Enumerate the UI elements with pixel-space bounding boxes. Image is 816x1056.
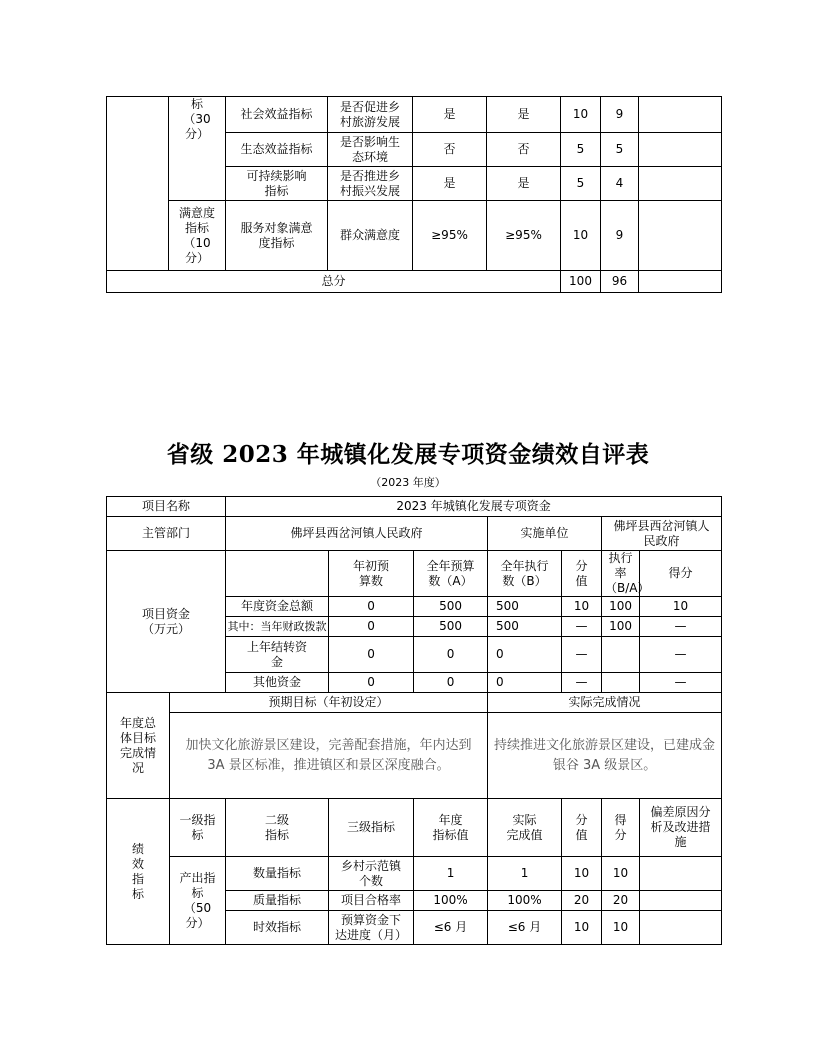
funds-row-executed: 0 bbox=[488, 637, 562, 673]
perf-target-cell: 100% bbox=[414, 891, 488, 911]
funds-header-executed: 全年执行 数（B） bbox=[488, 551, 562, 597]
funds-row-score: — bbox=[640, 617, 722, 637]
indicator3-cell: 群众满意度 bbox=[328, 201, 413, 271]
perf-header-score: 得 分 bbox=[602, 799, 640, 857]
funds-row-executed: 500 bbox=[488, 617, 562, 637]
perf-actual-cell: 1 bbox=[488, 857, 562, 891]
perf-header-reason: 偏差原因分 析及改进措 施 bbox=[640, 799, 722, 857]
output-category-label: 产出指 标 （50 分） bbox=[170, 857, 226, 945]
satisfaction-category-label: 满意度 指标 （10 分） bbox=[169, 201, 226, 271]
perf-header-level3: 三级指标 bbox=[329, 799, 414, 857]
score-cell: 5 bbox=[601, 133, 639, 167]
dept-label: 主管部门 bbox=[107, 517, 226, 551]
perf-level3-cell: 项目合格率 bbox=[329, 891, 414, 911]
perf-level3-cell: 预算资金下 达进度（月） bbox=[329, 911, 414, 945]
funds-row-executed: 0 bbox=[488, 673, 562, 693]
indicator2-cell: 社会效益指标 bbox=[226, 97, 328, 133]
funds-label: 项目资金 （万元） bbox=[107, 551, 226, 693]
weight-cell: 5 bbox=[561, 167, 601, 201]
perf-level2-cell: 时效指标 bbox=[226, 911, 329, 945]
total-reason-cell bbox=[639, 271, 722, 293]
perf-weight-cell: 10 bbox=[562, 857, 602, 891]
weight-cell: 10 bbox=[561, 97, 601, 133]
perf-reason-cell bbox=[640, 857, 722, 891]
perf-weight-cell: 10 bbox=[562, 911, 602, 945]
funds-row-initial: 0 bbox=[329, 617, 414, 637]
actual-cell: 是 bbox=[487, 167, 561, 201]
target-cell: ≥95% bbox=[413, 201, 487, 271]
reason-cell bbox=[639, 167, 722, 201]
funds-row-name: 上年结转资 金 bbox=[226, 637, 329, 673]
perf-reason-cell bbox=[640, 911, 722, 945]
perf-score-cell: 10 bbox=[602, 857, 640, 891]
funds-row-executed: 500 bbox=[488, 597, 562, 617]
expected-goal-header: 预期目标（年初设定） bbox=[170, 693, 488, 713]
perf-header-level2: 二级 指标 bbox=[226, 799, 329, 857]
top-indicator-table bbox=[106, 96, 722, 293]
perf-actual-cell: ≤6 月 bbox=[488, 911, 562, 945]
funds-header-blank bbox=[226, 551, 329, 597]
funds-row-rate bbox=[602, 673, 640, 693]
perf-header-level1: 一级指 标 bbox=[170, 799, 226, 857]
indicator3-cell: 是否影响生 态环境 bbox=[328, 133, 413, 167]
perf-header-weight: 分 值 bbox=[562, 799, 602, 857]
dept-value: 佛坪县西岔河镇人民政府 bbox=[226, 517, 488, 551]
funds-row-initial: 0 bbox=[329, 673, 414, 693]
perf-score-cell: 20 bbox=[602, 891, 640, 911]
main-self-evaluation-table bbox=[106, 496, 722, 945]
indicator2-cell: 可持续影响 指标 bbox=[226, 167, 328, 201]
perf-actual-cell: 100% bbox=[488, 891, 562, 911]
perf-score-cell: 10 bbox=[602, 911, 640, 945]
performance-label: 绩 效 指 标 bbox=[107, 799, 170, 945]
score-cell: 9 bbox=[601, 201, 639, 271]
funds-row-initial: 0 bbox=[329, 637, 414, 673]
perf-header-target: 年度 指标值 bbox=[414, 799, 488, 857]
blank-category-cell bbox=[107, 97, 169, 271]
weight-cell: 5 bbox=[561, 133, 601, 167]
funds-row-weight: — bbox=[562, 673, 602, 693]
funds-row-name: 年度资金总额 bbox=[226, 597, 329, 617]
expected-goal-text: 加快文化旅游景区建设，完善配套措施，年内达到 3A 景区标准，推进镇区和景区深度融合。 bbox=[170, 713, 488, 799]
perf-weight-cell: 20 bbox=[562, 891, 602, 911]
actual-cell: 是 bbox=[487, 97, 561, 133]
funds-row-annual: 0 bbox=[414, 637, 488, 673]
reason-cell bbox=[639, 97, 722, 133]
funds-row-score: — bbox=[640, 637, 722, 673]
total-weight: 100 bbox=[561, 271, 601, 293]
actual-goal-header: 实际完成情况 bbox=[488, 693, 722, 713]
target-cell: 是 bbox=[413, 97, 487, 133]
reason-cell bbox=[639, 133, 722, 167]
funds-header-annual: 全年预算 数（A） bbox=[414, 551, 488, 597]
funds-row-initial: 0 bbox=[329, 597, 414, 617]
funds-row-weight: 10 bbox=[562, 597, 602, 617]
indicator3-cell: 是否促进乡 村旅游发展 bbox=[328, 97, 413, 133]
funds-row-rate bbox=[602, 637, 640, 673]
perf-reason-cell bbox=[640, 891, 722, 911]
total-label: 总分 bbox=[107, 271, 561, 293]
perf-target-cell: 1 bbox=[414, 857, 488, 891]
benefit-category-label: 标 （30 分） bbox=[169, 97, 226, 201]
funds-row-name: 其中：当年财政拨款 bbox=[226, 617, 329, 637]
funds-row-score: 10 bbox=[640, 597, 722, 617]
funds-row-rate: 100 bbox=[602, 617, 640, 637]
actual-goal-text: 持续推进文化旅游景区建设，已建成金银谷 3A 级景区。 bbox=[488, 713, 722, 799]
indicator2-cell: 服务对象满意 度指标 bbox=[226, 201, 328, 271]
total-score: 96 bbox=[601, 271, 639, 293]
target-cell: 是 bbox=[413, 167, 487, 201]
funds-row-weight: — bbox=[562, 637, 602, 673]
target-cell: 否 bbox=[413, 133, 487, 167]
impl-label: 实施单位 bbox=[488, 517, 602, 551]
funds-header-initial: 年初预 算数 bbox=[329, 551, 414, 597]
perf-target-cell: ≤6 月 bbox=[414, 911, 488, 945]
funds-row-score: — bbox=[640, 673, 722, 693]
funds-row-weight: — bbox=[562, 617, 602, 637]
funds-row-annual: 500 bbox=[414, 617, 488, 637]
funds-header-rate: 执行率 （B/A） bbox=[602, 551, 640, 597]
project-name-value: 2023 年城镇化发展专项资金 bbox=[226, 497, 722, 517]
reason-cell bbox=[639, 201, 722, 271]
funds-row-rate: 100 bbox=[602, 597, 640, 617]
indicator3-cell: 是否推进乡 村振兴发展 bbox=[328, 167, 413, 201]
funds-row-annual: 500 bbox=[414, 597, 488, 617]
score-cell: 4 bbox=[601, 167, 639, 201]
score-cell: 9 bbox=[601, 97, 639, 133]
perf-level2-cell: 质量指标 bbox=[226, 891, 329, 911]
actual-cell: ≥95% bbox=[487, 201, 561, 271]
funds-header-score: 得分 bbox=[640, 551, 722, 597]
page-subtitle: （2023 年度） bbox=[370, 476, 446, 489]
actual-cell: 否 bbox=[487, 133, 561, 167]
page-title: 省级 2023 年城镇化发展专项资金绩效自评表 bbox=[166, 441, 650, 468]
funds-row-annual: 0 bbox=[414, 673, 488, 693]
indicator2-cell: 生态效益指标 bbox=[226, 133, 328, 167]
impl-value: 佛坪县西岔河镇人 民政府 bbox=[602, 517, 722, 551]
perf-header-actual: 实际 完成值 bbox=[488, 799, 562, 857]
project-name-label: 项目名称 bbox=[107, 497, 226, 517]
perf-level2-cell: 数量指标 bbox=[226, 857, 329, 891]
goals-label: 年度总 体目标 完成情 况 bbox=[107, 693, 170, 799]
perf-level3-cell: 乡村示范镇 个数 bbox=[329, 857, 414, 891]
funds-header-weight: 分 值 bbox=[562, 551, 602, 597]
funds-row-name: 其他资金 bbox=[226, 673, 329, 693]
weight-cell: 10 bbox=[561, 201, 601, 271]
